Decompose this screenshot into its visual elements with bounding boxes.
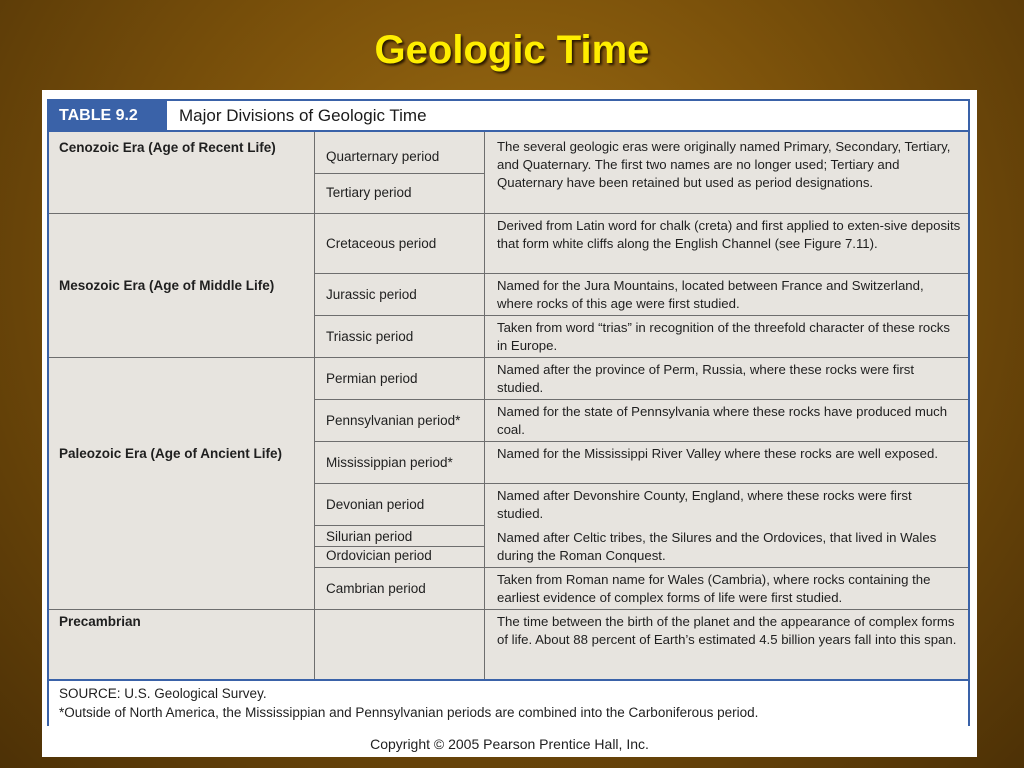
era-separator [49, 213, 968, 214]
geologic-time-table [47, 99, 970, 726]
row-separator [314, 567, 968, 568]
era-cenozoic: Cenozoic Era (Age of Recent Life) [59, 140, 276, 155]
period-cretaceous: Cretaceous period [326, 236, 437, 251]
description-cretaceous: Derived from Latin word for chalk (creta) and first applied to exten-sive deposits that form white cliffs along the English Channel (see Figure 7.11). [497, 218, 961, 251]
period-separator [314, 173, 484, 174]
description-jurassic: Named for the Jura Mountains, located between France and Switzerland, where rocks of this age were first studied. [497, 278, 924, 311]
row-separator [314, 273, 968, 274]
column-divider-era [314, 132, 315, 679]
table-footer [49, 679, 968, 726]
description-mississippian: Named for the Mississippi River Valley where these rocks are well exposed. [497, 446, 938, 461]
period-devonian: Devonian period [326, 497, 425, 512]
description-silurian-ordovician: Named after Celtic tribes, the Silures and the Ordovices, that lived in Wales during the Roman Conquest. [497, 530, 937, 563]
period-ordovician: Ordovician period [326, 548, 432, 563]
copyright-notice: Copyright © 2005 Pearson Prentice Hall, Inc. [370, 736, 649, 752]
period-separator [314, 525, 484, 526]
era-mesozoic: Mesozoic Era (Age of Middle Life) [59, 278, 275, 293]
era-separator [49, 609, 968, 610]
description-permian: Named after the province of Perm, Russia, where these rocks were first studied. [497, 362, 915, 395]
row-separator [314, 315, 968, 316]
period-tertiary: Tertiary period [326, 185, 412, 200]
period-pennsylvanian: Pennsylvanian period* [326, 413, 461, 428]
table-header [49, 101, 968, 132]
row-separator [314, 441, 968, 442]
description-cenozoic: The several geologic eras were originally named Primary, Secondary, Tertiary, and Quaternary. The first two names are no longer used; Tertiary and Quaternary have been retained but used as period designations. [497, 139, 951, 190]
period-cambrian: Cambrian period [326, 581, 426, 596]
period-quarternary: Quarternary period [326, 149, 440, 164]
period-silurian: Silurian period [326, 529, 413, 544]
era-separator [49, 357, 968, 358]
table-footnote: *Outside of North America, the Mississippian and Pennsylvanian periods are combined into the Carboniferous period. [59, 705, 759, 720]
period-triassic: Triassic period [326, 329, 414, 344]
description-cambrian: Taken from Roman name for Wales (Cambria), where rocks containing the earliest evidence of complex forms of life were first studied. [497, 572, 931, 605]
era-paleozoic: Paleozoic Era (Age of Ancient Life) [59, 446, 283, 461]
table-caption: Major Divisions of Geologic Time [179, 106, 427, 125]
row-separator [314, 483, 968, 484]
period-jurassic: Jurassic period [326, 287, 417, 302]
table-source: SOURCE: U.S. Geological Survey. [59, 686, 267, 701]
description-precambrian: The time between the birth of the planet and the appearance of complex forms of life. About 88 percent of Earth’s estimated 4.5 billion years fall into this span. [497, 614, 957, 647]
era-precambrian: Precambrian [59, 614, 141, 629]
description-pennsylvanian: Named for the state of Pennsylvania where these rocks have produced much coal. [497, 404, 948, 437]
period-mississippian: Mississippian period* [326, 455, 453, 470]
table-card [42, 90, 977, 757]
row-separator [314, 399, 968, 400]
table-number-label: TABLE 9.2 [49, 101, 167, 130]
description-devonian: Named after Devonshire County, England, where these rocks were first studied. [497, 488, 912, 521]
column-divider-period [484, 132, 485, 679]
period-permian: Permian period [326, 371, 418, 386]
description-triassic: Taken from word “trias” in recognition of the threefold character of these rocks in Europe. [497, 320, 950, 353]
slide-title: Geologic Time [374, 28, 650, 72]
